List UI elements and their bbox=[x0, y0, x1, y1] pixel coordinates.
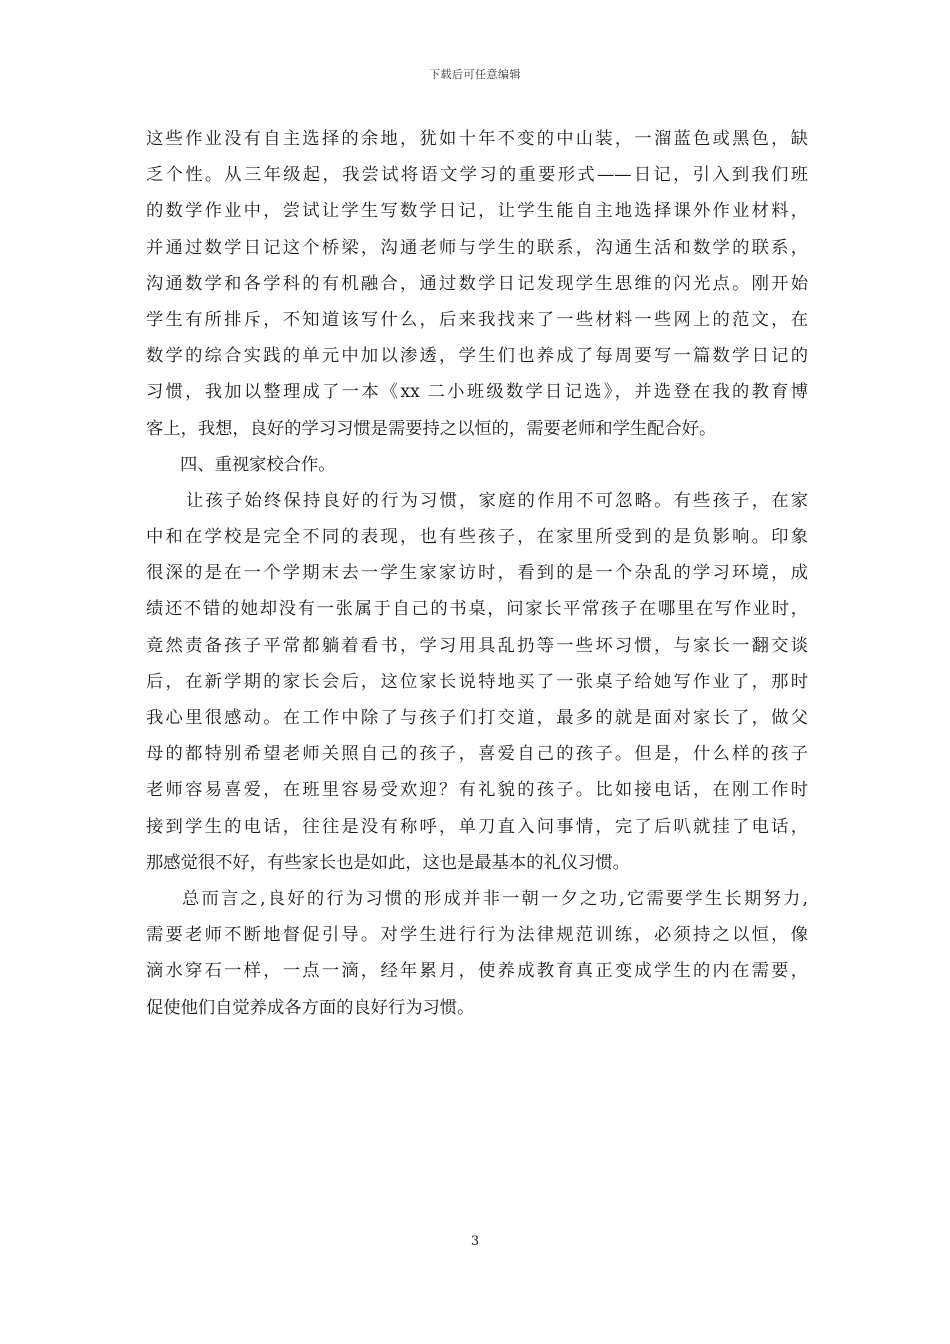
text-line: 接到学生的电话，往往是没有称呼，单刀直入问事情，完了后叭就挂了电话， bbox=[146, 816, 808, 837]
text-line: 的数学作业中，尝试让学生写数学日记，让学生能自主地选择课外作业材料， bbox=[146, 201, 808, 222]
page-number: 3 bbox=[470, 1234, 480, 1249]
text-line: 母的都特别希望老师关照自己的孩子，喜爱自己的孩子。但是，什么样的孩子 bbox=[146, 744, 808, 765]
text-line: 总而言之,良好的行为习惯的形成并非一朝一夕之功,它需要学生长期努力, bbox=[182, 888, 808, 909]
document-body bbox=[146, 126, 808, 1031]
paragraph-home-school bbox=[146, 488, 808, 886]
text-line: 很深的是在一个学期末去一学生家家访时，看到的是一个杂乱的学习环境，成 bbox=[146, 563, 808, 584]
paragraph-conclusion bbox=[146, 886, 808, 1031]
text-line: 我心里很感动。在工作中除了与孩子们打交道，最多的就是面对家长了，做父 bbox=[146, 708, 808, 728]
text-line: 那感觉很不好，有些家长也是如此，这也是最基本的礼仪习惯。 bbox=[146, 852, 630, 873]
text-line: 需要老师不断地督促引导。对学生进行行为法律规范训练，必须持之以恒，像 bbox=[146, 925, 808, 946]
text-line: 让孩子始终保持良好的行为习惯，家庭的作用不可忽略。有些孩子，在家 bbox=[186, 490, 808, 511]
text-line: 滴水穿石一样，一点一滴，经年累月，使养成教育真正变成学生的内在需要， bbox=[146, 961, 808, 982]
text-line: 客上，我想，良好的学习习惯是需要持之以恒的，需要老师和学生配合好。 bbox=[146, 418, 717, 439]
text-line: 老师容易喜爱，在班里容易受欢迎？有礼貌的孩子。比如接电话，在刚工作时 bbox=[146, 780, 808, 801]
text-line: 促使他们自觉养成各方面的良好行为习惯。 bbox=[146, 997, 475, 1018]
text-line: 数学的综合实践的单元中加以渗透，学生们也养成了每周要写一篇数学日记的 bbox=[146, 346, 808, 367]
text-line: 学生有所排斥，不知道该写什么，后来我找来了一些材料一些网上的范文，在 bbox=[146, 309, 808, 330]
text-line: 沟通数学和各学科的有机融合，通过数学日记发现学生思维的闪光点。刚开始 bbox=[146, 273, 808, 294]
page-header: 下载后可任意编辑 bbox=[429, 68, 521, 81]
text-line: 中和在学校是完全不同的表现，也有些孩子，在家里所受到的是负影响。印象 bbox=[146, 527, 808, 548]
text-line: 乏个性。从三年级起，我尝试将语文学习的重要形式——日记，引入到我们班 bbox=[146, 165, 808, 186]
paragraph-homework-diary bbox=[146, 126, 808, 452]
text-line: 习惯，我加以整理成了一本《xx 二小班级数学日记选》，并选登在我的教育博 bbox=[146, 382, 808, 403]
text-line: 绩还不错的她却没有一张属于自己的书桌，问家长平常孩子在哪里在写作业时， bbox=[146, 599, 808, 620]
section-heading: 四、重视家校合作。 bbox=[180, 454, 336, 475]
text-line: 这些作业没有自主选择的余地，犹如十年不变的中山装，一溜蓝色或黑色，缺 bbox=[146, 129, 808, 149]
text-line: 后，在新学期的家长会后，这位家长说特地买了一张桌子给她写作业了，那时 bbox=[146, 671, 808, 692]
text-line: 并通过数学日记这个桥梁，沟通老师与学生的联系，沟通生活和数学的联系， bbox=[146, 237, 808, 258]
text-line: 竟然责备孩子平常都躺着看书，学习用具乱扔等一些坏习惯，与家长一翻交谈 bbox=[146, 635, 808, 656]
